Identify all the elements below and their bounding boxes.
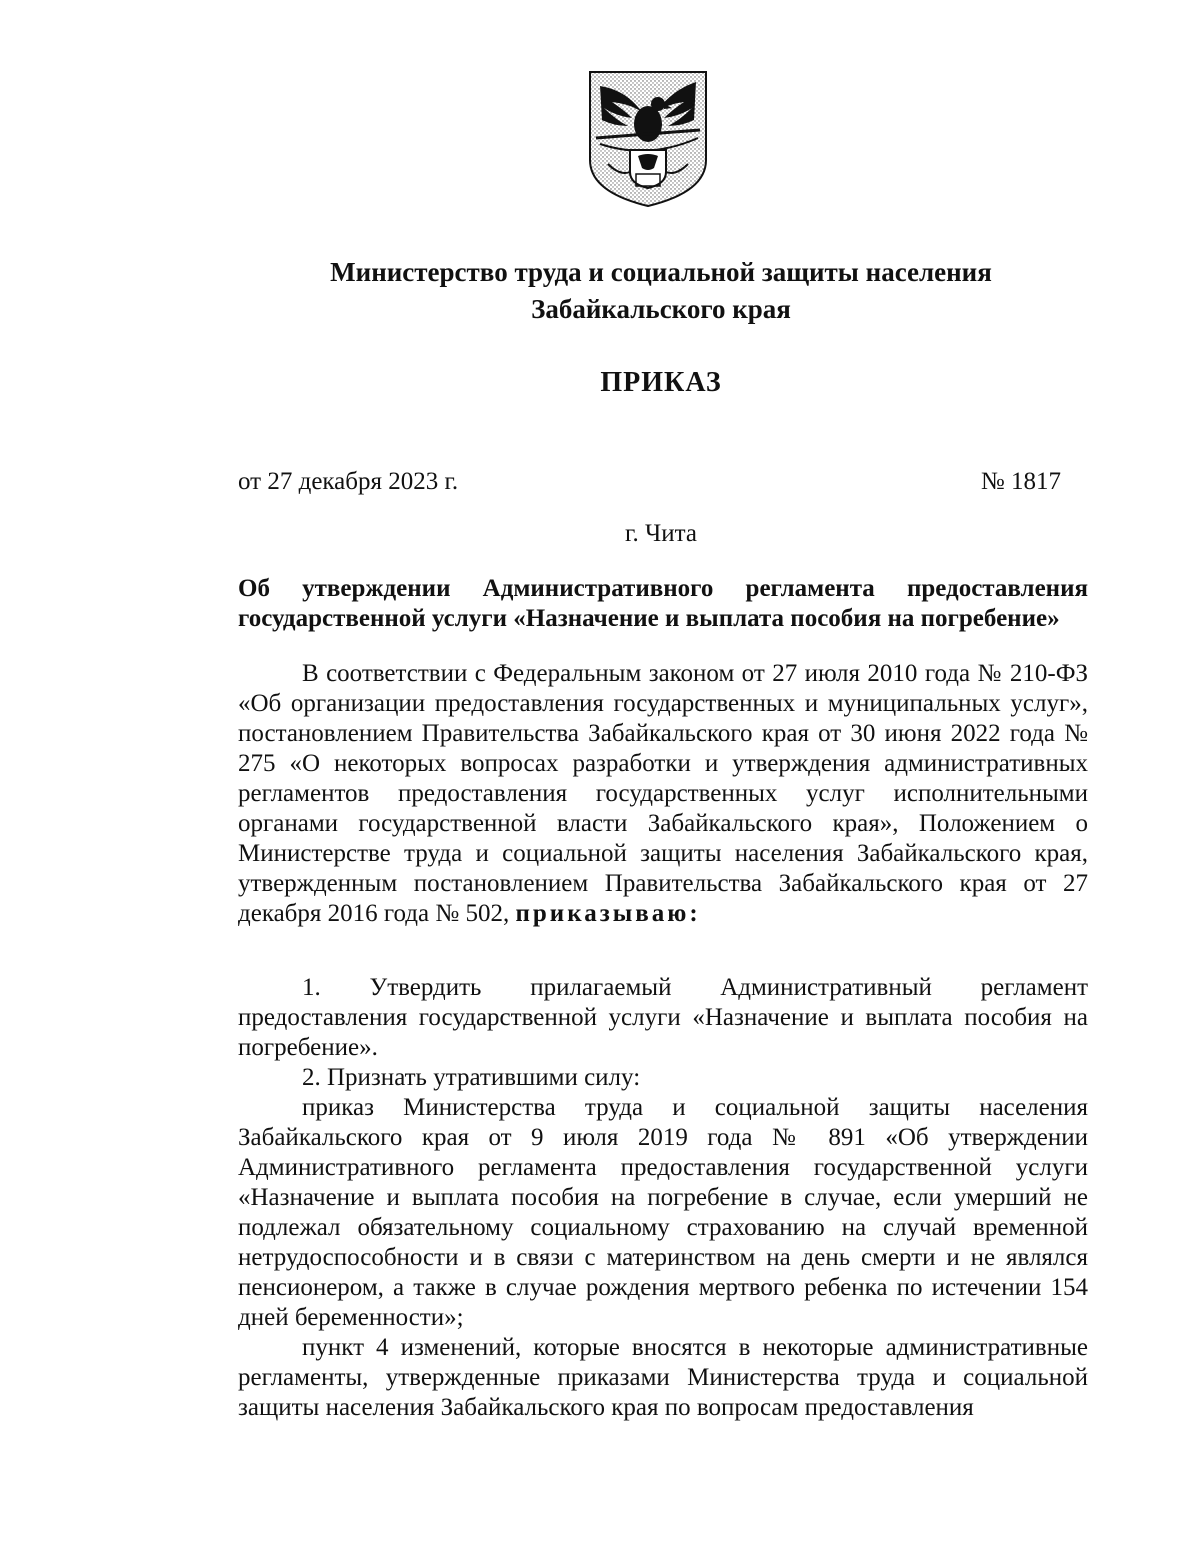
- city: г. Чита: [625, 520, 697, 547]
- item-2b-paragraph: пункт 4 изменений, которые вносятся в некоторые административные регламенты, утвержденные приказами Министерства труда и социальной защиты населения Забайкальского края по вопросам предоставления: [238, 1334, 1088, 1421]
- command-word: приказываю:: [515, 900, 701, 927]
- document-date: от 27 декабря 2023 г.: [238, 468, 459, 495]
- ministry-name: [0, 254, 1200, 328]
- item-2-paragraph: 2. Признать утратившими силу:: [302, 1064, 641, 1091]
- ministry-line-1: Министерство труда и социальной защиты населения: [330, 257, 992, 287]
- item-1-paragraph: 1. Утвердить прилагаемый Административный регламент предоставления государственной услуги «Назначение и выплата пособия на погребение».: [238, 974, 1088, 1061]
- preamble-text: В соответствии с Федеральным законом от 27 июля 2010 года № 210-ФЗ «Об организации предоставления государственных и муниципальных услуг», постановлением Правительства Забайкальского края от 30 июня 2022 года № 275 «О некоторых вопросах разработки и утверждения административных регламентов предоставления государственных услуг исполнительными органами государственной власти Забайкальского края», Положением о Министерстве труда и социальной защиты населения Забайкальского края, утвержденным постановлением Правительства Забайкальского края от 27 декабря 2016 года № 502,: [238, 660, 1088, 927]
- document-subject: Об утверждении Административного регламента предоставления государственной услуги «Назначение и выплата пособия на погребение»: [238, 575, 1088, 632]
- document-type: ПРИКАЗ: [600, 367, 722, 398]
- document-number: № 1817: [980, 468, 1061, 495]
- item-2a-paragraph: приказ Министерства труда и социальной защиты населения Забайкальского края от 9 июля 2019 года № 891 «Об утверждении Административного регламента предоставления государственной услуги «Назначение и выплата пособия на погребение в случае, если умерший не подлежал обязательному социальному страхованию на случай временной нетрудоспособности и в связи с материнством на день смерти и не являлся пенсионером, а также в случае рождения мертвого ребенка по истечении 154 дней беременности»;: [238, 1094, 1088, 1331]
- document-body: [238, 659, 1088, 1423]
- date-number-line: [238, 468, 1061, 496]
- preamble-paragraph: [238, 659, 1088, 929]
- coat-of-arms-icon: [586, 68, 710, 208]
- ministry-line-2: Забайкальского края: [531, 294, 791, 324]
